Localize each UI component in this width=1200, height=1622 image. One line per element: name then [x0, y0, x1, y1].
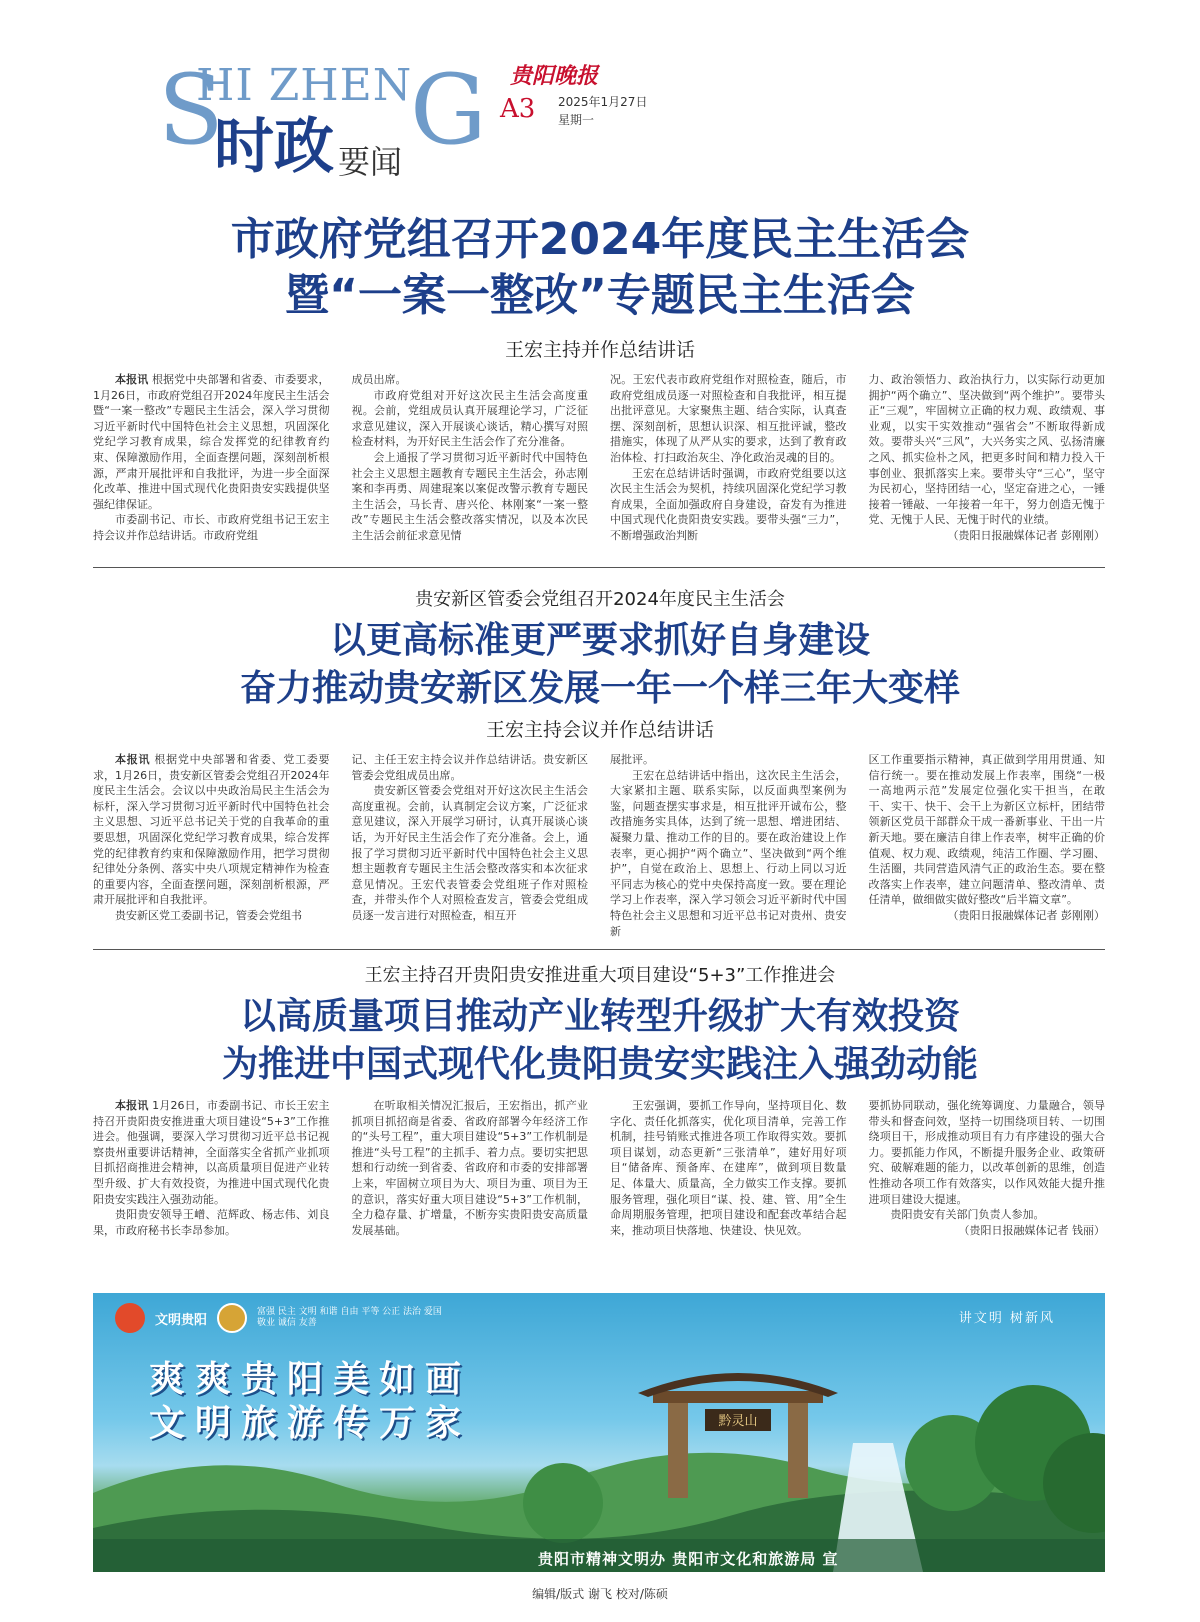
- page-number: A3: [500, 94, 536, 124]
- article1-headline-line2: 暨“一案一整改”专题民主生活会: [285, 270, 915, 321]
- article3-headline-line1: 以高质量项目推动产业转型升级扩大有效投资: [239, 996, 960, 1037]
- article1-col2: 成员出席。 市政府党组对开好这次民主生活会高度重视。会前，党组成员认真开展理论学习，广泛征求意见建议，深入开展谈心谈话，精心撰写对照检查材料，为开好民主生活会作了充分准备。 会上通报了学习贯彻习近平新时代中国特色社会主义思想主题教育专题民主生活会，孙志刚案和李再勇、周建琨案以案促改警示教育专题民主生活会，马长青、唐兴伦、林刚案“一案一整改”专题民主生活会整改落实情况，以及本次民主生活会前征求意见情: [351, 373, 588, 542]
- article3-col4: 要抓协同联动，强化统筹调度、力量融合，领导带头和督查问效，坚持一切围绕项目转、一切围绕项目干，形成推动项目有力有序建设的强大合力。要抓能力作风，不断提升服务企业、政策研究、破解难题的能力，以改革创新的思维，创造性推动各项工作有效落实，以作风效能大提升推进项目建设大提速。 贵阳贵安有关部门负责人参加。 （贵阳日报融媒体记者 钱丽）: [868, 1099, 1105, 1237]
- editor-credit: 编辑/版式 谢飞 校对/陈硕: [532, 1587, 668, 1601]
- banner-slogan: 讲文明 树新风: [958, 1311, 1055, 1326]
- gate-pillar-left: [668, 1403, 688, 1498]
- article1-byline: （贵阳日报融媒体记者 彭刚刚）: [947, 528, 1105, 542]
- article3-body: [93, 1098, 1105, 1282]
- issue-date: 2025年1月27日: [558, 95, 648, 109]
- article2-col4: 区工作重要指示精神，真正做到学用用贯通、知信行统一。要在推动发展上作表率，围绕“一极一高地两示范”发展定位强化实干担当，在敢干、实干、快干、会干上为新区立标杆，团结带领新区党员干部群众干成一番新事业、干出一片新天地。要在廉洁自律上作表率，树牢正确的价值观、权力观、政绩观，纯洁工作圈、学习圈、生活圈，共同营造风清气正的政治生态。要在整改落实上作表率，建立问题清单、整改清单、责任清单，做细做实做好整改“后半篇文章”。 （贵阳日报融媒体记者 彭刚刚）: [868, 753, 1105, 922]
- article2-headline-line2: 奋力推动贵安新区发展一年一个样三年大变样: [239, 668, 960, 709]
- masthead-letter-g: G: [410, 54, 487, 166]
- article2-headline-line1: 以更高标准更严要求抓好自身建设: [329, 620, 870, 661]
- divider: [93, 949, 1105, 950]
- article2-col2: 记、主任王宏主持会议并作总结讲话。贵安新区管委会党组成员出席。 贵安新区管委会党组对开好这次民主生活会高度重视。会前，认真制定会议方案，广泛征求意见建议，深入开展学习研讨，认真开展谈心谈话，为开好民主生活会作了充分准备。会上，通报了学习贯彻习近平新时代中国特色社会主义思想主题教育专题民主生活会整改落实和本次征求意见情况。王宏代表管委会党组班子作对照检查，并带头作个人对照检查发言，管委会党组成员逐一发言进行对照检查，相互开: [351, 753, 588, 922]
- gate-roof-beam: [653, 1391, 823, 1403]
- banner-sponsors: 贵阳市精神文明办 贵阳市文化和旅游局 宣: [538, 1550, 839, 1568]
- banner-brand-row: [115, 1303, 447, 1333]
- article1-col4: 力、政治领悟力、政治执行力，以实际行动更加拥护“两个确立”、坚决做到“两个维护”。要带头正“三观”，牢固树立正确的权力观、政绩观、事业观，以实干实效推动“强省会”不断取得新成效。要带头兴“三风”，大兴务实之风、弘扬清廉之风、抓实俭朴之风，把更多时间和精力投入干事创业、狠抓落实上来。要带头守“三心”，坚守为民初心，坚持团结一心，坚定奋进之心，一锤接着一锤敲、一年接着一年干，努力创造无愧于党、无愧于人民、无愧于时代的业绩。 （贵阳日报融媒体记者 彭刚刚）: [868, 373, 1105, 542]
- civility-logo-icon: [115, 1303, 145, 1333]
- article3-kicker: 王宏主持召开贵阳贵安推进重大项目建设“5+3”工作推进会: [364, 965, 836, 986]
- banner-title-line1: 爽爽贵阳美如画: [149, 1359, 472, 1400]
- article1-body: [93, 372, 1105, 562]
- article1-subhead: 王宏主持并作总结讲话: [504, 339, 695, 361]
- article3-headline-line2: 为推进中国式现代化贵阳贵安实践注入强劲动能: [221, 1044, 978, 1085]
- article3-byline: （贵阳日报融媒体记者 钱丽）: [958, 1223, 1105, 1237]
- paper-logo: 贵阳晚报: [510, 64, 599, 89]
- subsection-title: 要闻: [338, 143, 403, 181]
- gate-sign-text: 黔灵山: [718, 1414, 758, 1429]
- article1-col3: 况。王宏代表市政府党组作对照检查，随后，市政府党组成员逐一对照检查和自我批评，相互提出批评意见。大家聚焦主题、结合实际，认真查摆、深刻剖析，思想认识深、相互批评诚，整改措施实，体现了从严从实的要求，达到了教育政治体检、打扫政治灰尘、净化政治灵魂的目的。 王宏在总结讲话时强调，市政府党组要以这次民主生活会为契机，持续巩固深化党纪学习教育成果，全面加强政府自身建设，奋发有为推进中国式现代化贵阳贵安实践。要带头强“三力”，不断增强政治判断: [610, 373, 847, 542]
- article2-col3: 展批评。 王宏在总结讲话中指出，这次民主生活会，大家紧扣主题、联系实际，以反面典型案例为鉴，问题查摆实事求是，相互批评开诚布公，整改措施务实具体，达到了统一思想、增进团结、凝聚力量、推动工作的目的。要在政治建设上作表率，更心拥护“两个确立”、坚决做到“两个维护”，自觉在政治上、思想上、行动上同以习近平同志为核心的党中央保持高度一致。要在理论学习上作表率，深入学习领会习近平新时代中国特色社会主义思想和习近平总书记对贵州、贵安新: [610, 753, 847, 938]
- article1-headline-line1: 市政府党组召开2024年度民主生活会: [230, 214, 970, 265]
- brand-name: 文明贵阳: [155, 1312, 208, 1328]
- article2-col1: 本报讯 根据党中央部署和省委、党工委要求，1月26日，贵安新区管委会党组召开2024年度民主生活会。会议以中央政治局民主生活会为标杆，深入学习贯彻习近平新时代中国特色社会主义思想、习近平总书记关于党的自我革命的重要思想，巩固深化党纪学习教育成果，综合发挥党的纪律教育约束和保障激励作用，把学习贯彻纪律处分条例、落实中央八项规定精神作为检查的重要内容，全面查摆问题，深刻剖析根源，严肃开展批评和自我批评。 贵安新区党工委副书记，管委会党组书: [93, 753, 330, 922]
- civility-tourism-banner: [93, 1293, 1105, 1572]
- masthead-pinyin: HI ZHEN: [196, 60, 413, 111]
- article2-subhead: 王宏主持会议并作总结讲话: [485, 719, 714, 741]
- article3-col2: 在听取相关情况汇报后，王宏指出，抓产业抓项目抓招商是省委、省政府部署今年经济工作的“头号工程”，重大项目建设“5+3”工作机制是推进“头号工程”的主抓手、着力点。要切实把思想和行动统一到省委、省政府和市委的安排部署上来，牢固树立项目为大、项目为重、项目为王的意识，落实好重大项目建设“5+3”工作机制，全力稳存量、扩增量，不断夯实贵阳贵安高质量发展基础。: [351, 1099, 588, 1237]
- article3-col1: 本报讯 1月26日，市委副书记、市长王宏主持召开贵阳贵安推进重大项目建设“5+3”工作推进会。他强调，要深入学习贯彻习近平总书记视察贵州重要讲话精神，全面落实全省抓产业抓项目抓招商推进会精神，以高质量项目促进产业转型升级、扩大有效投资，为推进中国式现代化贵阳贵安实践注入强劲动能。 贵阳贵安领导王嶒、范辉政、杨志伟、刘良果，市政府秘书长李昂参加。: [93, 1099, 330, 1237]
- masthead-letter-s: S: [158, 54, 224, 166]
- gate-pillar-right: [788, 1403, 808, 1498]
- issue-weekday: 星期一: [558, 113, 595, 127]
- emblem-icon: [217, 1303, 247, 1333]
- article2-body: [93, 752, 1105, 944]
- article2-kicker: 贵安新区管委会党组召开2024年度民主生活会: [415, 589, 785, 610]
- section-title: 时政: [214, 112, 334, 182]
- tree: [523, 1463, 603, 1543]
- article3-col3: 王宏强调，要抓工作导向，坚持项目化、数字化、责任化抓落实，优化项目清单，完善工作机制，挂号销账式推进各项工作取得实效。要抓项目谋划，动态更新“三张清单”，建好用好项目“储备库、预备库、在建库”，做到项目数量足、体量大、质量高，全力做实工作支撑。要抓服务管理，强化项目“谋、投、建、管、用”全生命周期服务管理，把项目建设和配套改革结合起来，推动项目快落地、快建设、快见效。: [610, 1099, 847, 1237]
- divider: [93, 567, 1105, 568]
- article1-col1: 本报讯 根据党中央部署和省委、市委要求，1月26日，市政府党组召开2024年度民主生活会暨“一案一整改”专题民主生活会，深入学习贯彻习近平新时代中国特色社会主义思想，巩固深化党纪学习教育成果，综合发挥党的纪律教育约束、保障激励作用，全面查摆问题，深刻剖析根源，严肃开展批评和自我批评，为进一步全面深化改革、推进中国式现代化贵阳贵安实践提供坚强纪律保证。 市委副书记、市长、市政府党组书记王宏主持会议并作总结讲话。市政府党组: [93, 373, 330, 542]
- banner-title-line2: 文明旅游传万家: [149, 1403, 472, 1444]
- article2-byline: （贵阳日报融媒体记者 彭刚刚）: [947, 908, 1105, 922]
- core-values: 富强 民主 文明 和谐 自由 平等 公正 法治 爱国 敬业 诚信 友善: [257, 1307, 442, 1328]
